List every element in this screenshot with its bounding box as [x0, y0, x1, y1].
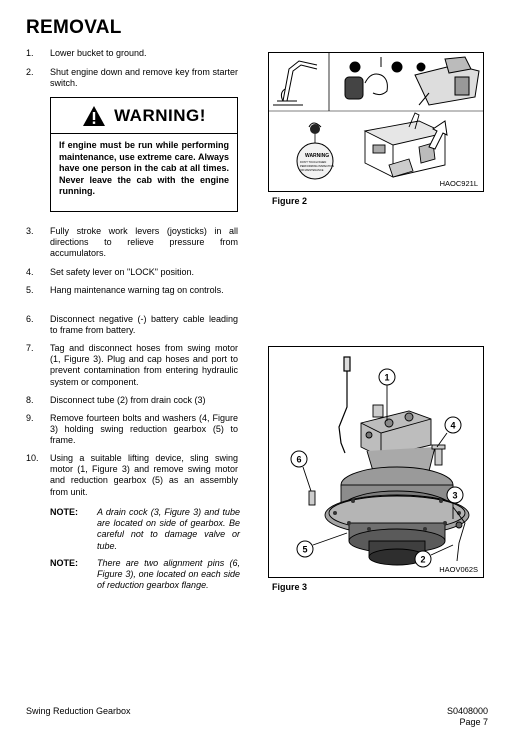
- step-text: Hang maintenance warning tag on controls.: [50, 285, 224, 295]
- note-label: NOTE:: [50, 558, 78, 568]
- step-text: Using a suitable lifting device, sling swing motor (1, Figure 3) and remove swing motor and reduction gearbox (5) as an assembly from unit.: [50, 453, 238, 497]
- step-number: 1.: [26, 48, 34, 58]
- footer-doc-number: S0408000: [446, 706, 488, 716]
- step-5: [26, 285, 238, 296]
- figure-2-illustration: [269, 53, 484, 192]
- step-text: Disconnect negative (-) battery cable leading to frame from battery.: [50, 314, 238, 336]
- reduction-gearbox-drawing: [325, 467, 469, 565]
- footer-page-number: Page 7: [459, 717, 488, 727]
- step-number: 10.: [26, 453, 39, 463]
- callout-6-label: 6: [296, 454, 302, 465]
- step-3: [26, 226, 238, 260]
- note-label: NOTE:: [50, 507, 78, 517]
- warning-triangle-icon: [82, 105, 106, 127]
- step-6: [26, 314, 238, 336]
- callout-3-label: 3: [452, 490, 458, 501]
- callout-4-label: 4: [450, 420, 456, 431]
- step-4: [26, 267, 238, 278]
- figure-2-code: HAOC921L: [439, 179, 478, 188]
- step-number: 2.: [26, 67, 34, 77]
- step-10: [26, 453, 238, 498]
- step-2: [26, 67, 238, 89]
- excavator-arm-drawing: [273, 61, 317, 105]
- step-number: 4.: [26, 267, 34, 277]
- step-text: Fully stroke work levers (joysticks) in all directions to relieve pressure from accumulators.: [50, 226, 238, 259]
- note-text: There are two alignment pins (6, Figure 3), one located on each side of reduction gearbox flange.: [97, 558, 240, 591]
- drain-tube-drawing: [339, 357, 350, 453]
- ignition-key-drawing: [345, 57, 402, 99]
- note-drain-cock: [50, 507, 240, 552]
- lever-seat-drawing: [415, 57, 479, 105]
- step-text: Shut engine down and remove key from starter switch.: [50, 67, 238, 89]
- step-text: Tag and disconnect hoses from swing motor (1, Figure 3). Plug and cap hoses and port to prevent contamination from entering hydraulic system or component.: [50, 343, 238, 387]
- step-number: 8.: [26, 395, 34, 405]
- step-number: 9.: [26, 413, 34, 423]
- warning-header: [51, 98, 237, 134]
- step-text: Remove fourteen bolts and washers (4, Figure 3) holding swing reduction gearbox (5) to frame.: [50, 413, 238, 446]
- svg-text:PERFORMING INSPECTION: PERFORMING INSPECTION: [300, 165, 335, 168]
- swing-motor-drawing: [361, 405, 435, 471]
- step-text: Lower bucket to ground.: [50, 48, 147, 58]
- alignment-pin-drawing: [309, 491, 315, 505]
- step-8: [26, 395, 238, 406]
- figure-2-caption: Figure 2: [272, 196, 308, 206]
- step-text: Set safety lever on "LOCK" position.: [50, 267, 194, 277]
- svg-text:DON'T TOUCH WHEN: DON'T TOUCH WHEN: [300, 161, 327, 164]
- figure-3-code: HAOV062S: [439, 565, 478, 574]
- step-number: 6.: [26, 314, 34, 324]
- step-text: Disconnect tube (2) from drain cock (3): [50, 395, 206, 405]
- callout-1-label: 1: [384, 372, 390, 383]
- footer-page-info: [447, 706, 488, 728]
- svg-text:0: 0: [351, 65, 355, 72]
- page-title: REMOVAL: [26, 17, 122, 38]
- note-alignment-pins: [50, 558, 240, 592]
- figure-3-caption: Figure 3: [272, 582, 308, 592]
- footer-section-title: Swing Reduction Gearbox: [26, 706, 131, 716]
- figure-3-illustration: [269, 347, 484, 578]
- step-number: 7.: [26, 343, 34, 353]
- callout-5-label: 5: [302, 544, 308, 555]
- warning-heading: WARNING!: [114, 105, 206, 125]
- step-1: [26, 48, 238, 59]
- step-number: 5.: [26, 285, 34, 295]
- figure-3: [268, 346, 484, 578]
- note-text: A drain cock (3, Figure 3) and tube are located on side of gearbox. Be careful not to damage valve or tube.: [97, 507, 240, 551]
- warning-box: [50, 97, 238, 212]
- svg-text:1: 1: [394, 65, 398, 72]
- figure-2: [268, 52, 484, 192]
- bolt-washer-drawing: [432, 445, 445, 465]
- warning-tag-drawing: [297, 123, 334, 179]
- svg-text:OR MAINTENANCE: OR MAINTENANCE: [300, 169, 324, 172]
- warning-tag-text: WARNING: [305, 153, 330, 159]
- step-7: [26, 343, 238, 388]
- warning-text: If engine must be run while performing maintenance, use extreme care. Always have one person in the cab at all times. Never leave the cab with the engine running.: [59, 140, 229, 197]
- step-9: [26, 413, 238, 447]
- step-number: 3.: [26, 226, 34, 236]
- callout-2-label: 2: [420, 554, 426, 565]
